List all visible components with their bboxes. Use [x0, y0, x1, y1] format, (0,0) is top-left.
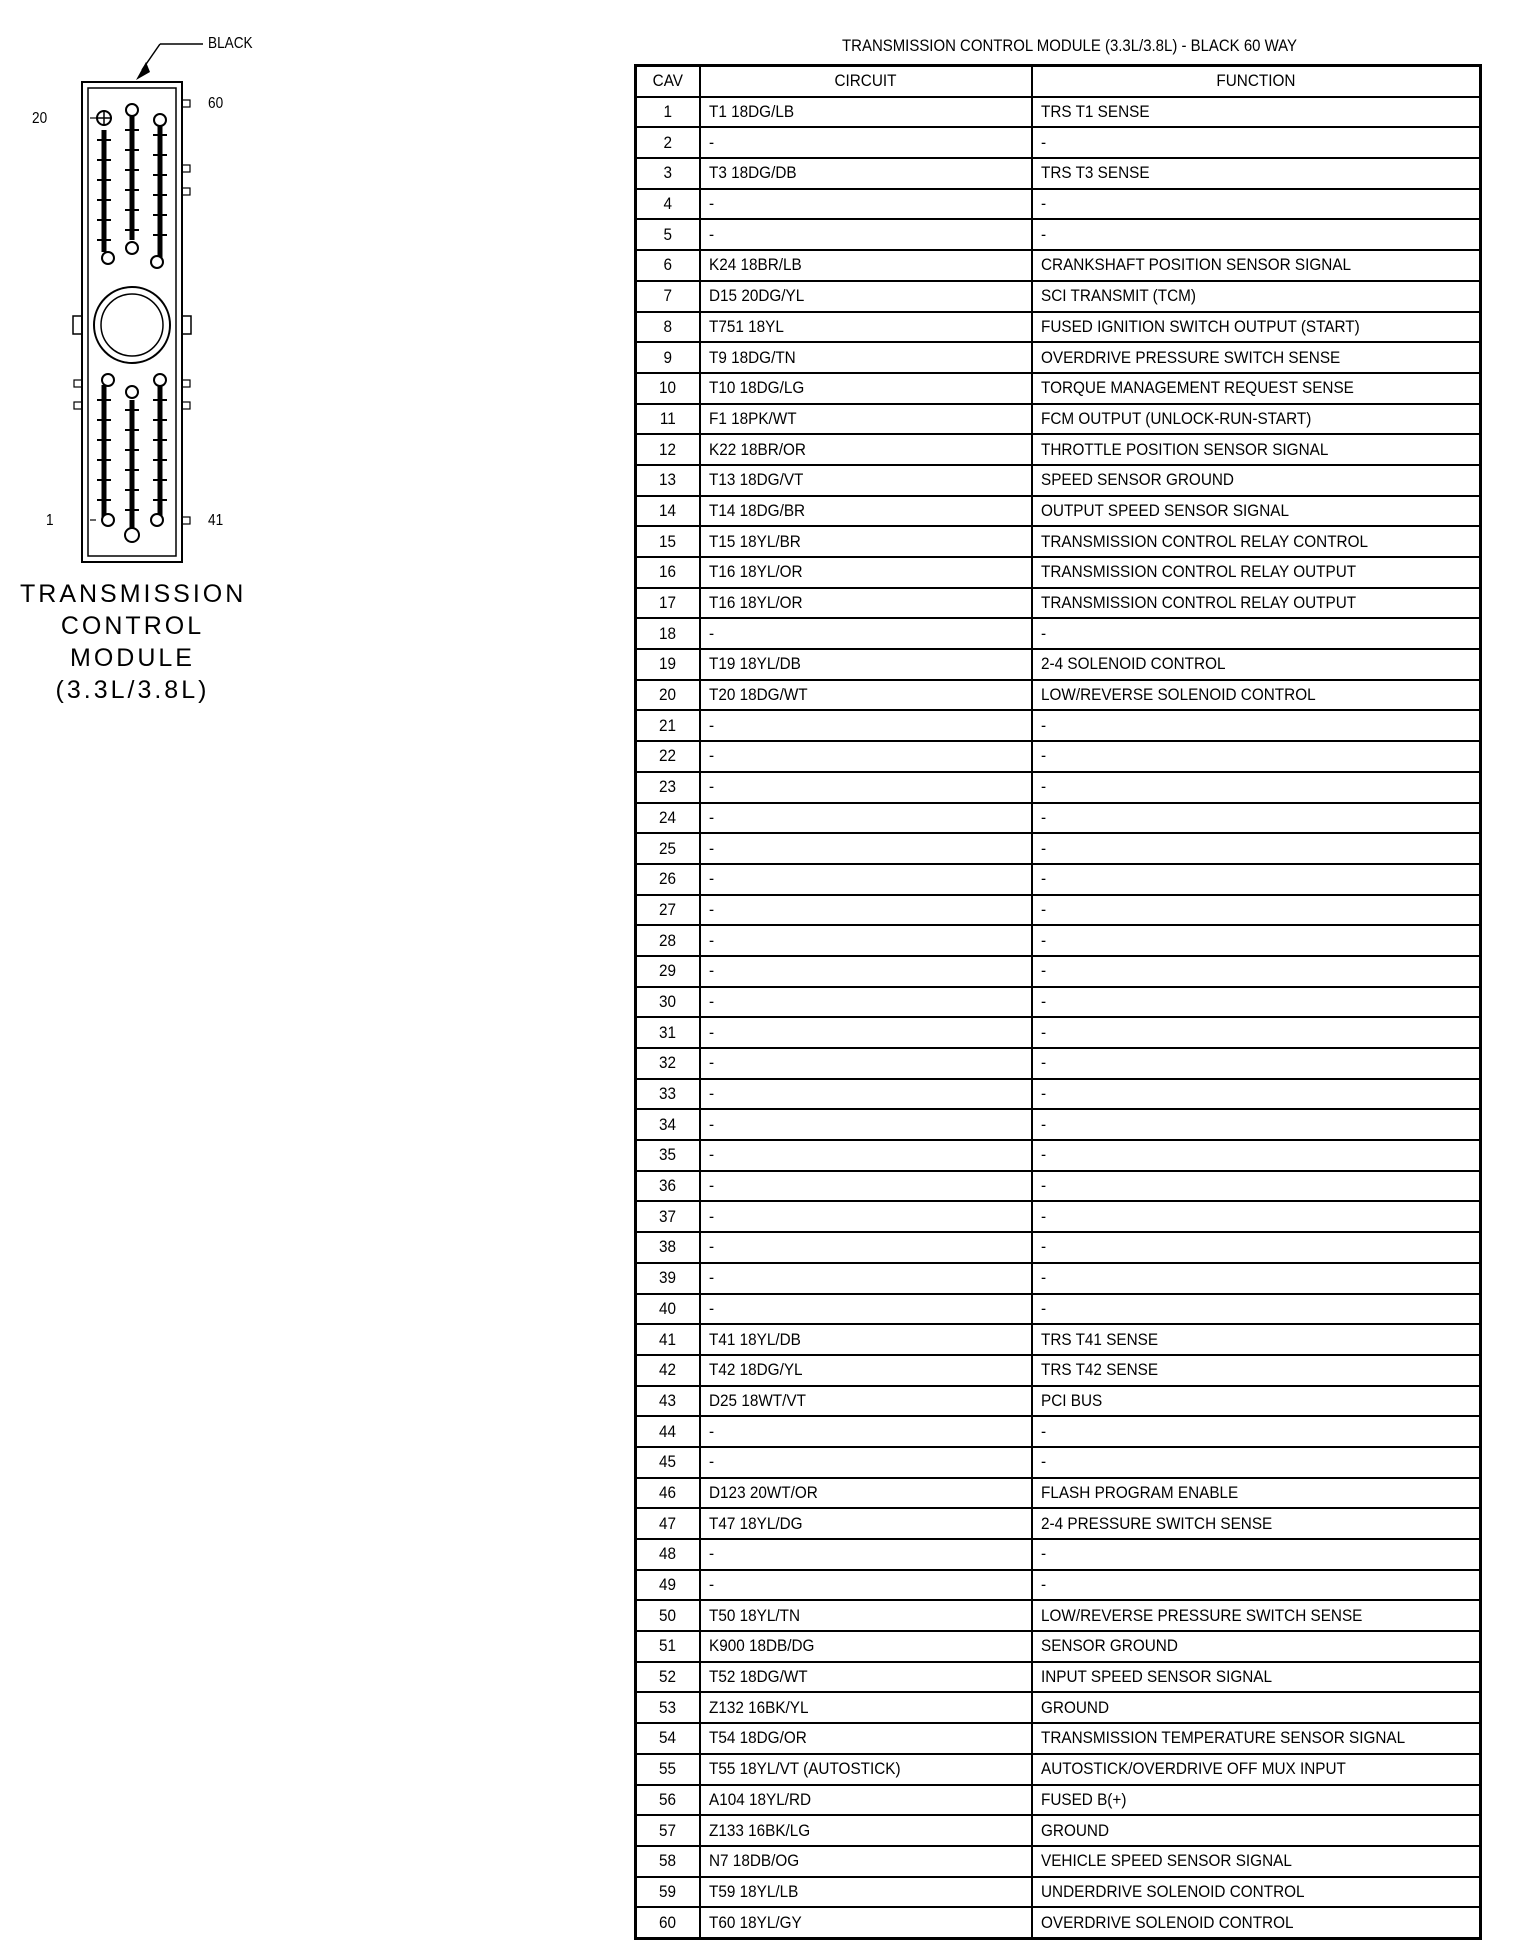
circuit-cell: T59 18YL/LB: [700, 1877, 1032, 1908]
header-cav: CAV: [636, 66, 700, 97]
function-cell: -: [1032, 219, 1481, 250]
table-row: [636, 1600, 1481, 1631]
table-row: [636, 434, 1481, 465]
cav-cell: 25: [636, 833, 700, 864]
table-row: [636, 588, 1481, 619]
table-row: [636, 1478, 1481, 1509]
pin-label-60: 60: [208, 95, 224, 112]
function-cell: LOW/REVERSE PRESSURE SWITCH SENSE: [1032, 1600, 1481, 1631]
cav-cell: 32: [636, 1048, 700, 1079]
cav-cell: 3: [636, 158, 700, 189]
cav-cell: 42: [636, 1355, 700, 1386]
table-row: [636, 1263, 1481, 1294]
cav-cell: 58: [636, 1846, 700, 1877]
cav-cell: 19: [636, 649, 700, 680]
cav-cell: 52: [636, 1662, 700, 1693]
function-cell: AUTOSTICK/OVERDRIVE OFF MUX INPUT: [1032, 1754, 1481, 1785]
cav-cell: 38: [636, 1232, 700, 1263]
cav-cell: 17: [636, 588, 700, 619]
cav-cell: 23: [636, 772, 700, 803]
function-cell: VEHICLE SPEED SENSOR SIGNAL: [1032, 1846, 1481, 1877]
pin-label-41: 41: [208, 512, 224, 529]
table-row: [636, 1785, 1481, 1816]
circuit-cell: -: [700, 1048, 1032, 1079]
function-cell: -: [1032, 1416, 1481, 1447]
function-cell: -: [1032, 1447, 1481, 1478]
function-cell: CRANKSHAFT POSITION SENSOR SIGNAL: [1032, 250, 1481, 281]
circuit-cell: T10 18DG/LG: [700, 373, 1032, 404]
circuit-cell: -: [700, 1079, 1032, 1110]
function-cell: -: [1032, 618, 1481, 649]
circuit-cell: -: [700, 1447, 1032, 1478]
circuit-cell: K22 18BR/OR: [700, 434, 1032, 465]
cav-cell: 40: [636, 1294, 700, 1325]
table-row: [636, 1877, 1481, 1908]
circuit-cell: -: [700, 987, 1032, 1018]
circuit-cell: T751 18YL: [700, 312, 1032, 343]
circuit-cell: -: [700, 710, 1032, 741]
function-cell: OVERDRIVE PRESSURE SWITCH SENSE: [1032, 342, 1481, 373]
pin-table: [634, 64, 1482, 1940]
header-function: FUNCTION: [1032, 66, 1481, 97]
function-cell: 2-4 PRESSURE SWITCH SENSE: [1032, 1508, 1481, 1539]
circuit-cell: T16 18YL/OR: [700, 557, 1032, 588]
cav-cell: 45: [636, 1447, 700, 1478]
circuit-cell: T20 18DG/WT: [700, 680, 1032, 711]
circuit-cell: -: [700, 1294, 1032, 1325]
table-row: [636, 557, 1481, 588]
circuit-cell: -: [700, 833, 1032, 864]
table-row: [636, 710, 1481, 741]
pin-label-1: 1: [46, 512, 54, 529]
function-cell: OUTPUT SPEED SENSOR SIGNAL: [1032, 496, 1481, 527]
function-cell: -: [1032, 1109, 1481, 1140]
circuit-cell: T50 18YL/TN: [700, 1600, 1032, 1631]
circuit-cell: T55 18YL/VT (AUTOSTICK): [700, 1754, 1032, 1785]
table-row: [636, 1447, 1481, 1478]
function-cell: GROUND: [1032, 1692, 1481, 1723]
circuit-cell: T47 18YL/DG: [700, 1508, 1032, 1539]
cav-cell: 57: [636, 1815, 700, 1846]
table-row: [636, 649, 1481, 680]
function-cell: FLASH PROGRAM ENABLE: [1032, 1478, 1481, 1509]
function-cell: FCM OUTPUT (UNLOCK-RUN-START): [1032, 404, 1481, 435]
circuit-cell: -: [700, 1416, 1032, 1447]
function-cell: 2-4 SOLENOID CONTROL: [1032, 649, 1481, 680]
cav-cell: 4: [636, 189, 700, 220]
cav-cell: 31: [636, 1017, 700, 1048]
table-row: [636, 281, 1481, 312]
table-row: [636, 342, 1481, 373]
table-row: [636, 1201, 1481, 1232]
table-row: [636, 1416, 1481, 1447]
cav-cell: 51: [636, 1631, 700, 1662]
function-cell: GROUND: [1032, 1815, 1481, 1846]
function-cell: -: [1032, 710, 1481, 741]
cav-cell: 50: [636, 1600, 700, 1631]
function-cell: LOW/REVERSE SOLENOID CONTROL: [1032, 680, 1481, 711]
cav-cell: 36: [636, 1171, 700, 1202]
circuit-cell: T3 18DG/DB: [700, 158, 1032, 189]
circuit-cell: T19 18YL/DB: [700, 649, 1032, 680]
cav-cell: 24: [636, 803, 700, 834]
circuit-cell: Z133 16BK/LG: [700, 1815, 1032, 1846]
connector-color-callout: BLACK: [208, 35, 253, 52]
function-cell: -: [1032, 1294, 1481, 1325]
function-cell: -: [1032, 1017, 1481, 1048]
table-row: [636, 404, 1481, 435]
circuit-cell: -: [700, 864, 1032, 895]
table-row: [636, 1662, 1481, 1693]
circuit-cell: -: [700, 1263, 1032, 1294]
cav-cell: 53: [636, 1692, 700, 1723]
pin-rows: [636, 97, 1481, 1939]
table-row: [636, 1846, 1481, 1877]
table-row: [636, 618, 1481, 649]
table-row: [636, 925, 1481, 956]
circuit-cell: -: [700, 741, 1032, 772]
table-row: [636, 1171, 1481, 1202]
table-row: [636, 1324, 1481, 1355]
table-row: [636, 1079, 1481, 1110]
circuit-cell: -: [700, 1140, 1032, 1171]
connector-diagram: [0, 0, 330, 720]
cav-cell: 10: [636, 373, 700, 404]
module-title-line: MODULE: [70, 644, 195, 672]
circuit-cell: -: [700, 189, 1032, 220]
table-row: [636, 1815, 1481, 1846]
table-row: [636, 956, 1481, 987]
circuit-cell: T54 18DG/OR: [700, 1723, 1032, 1754]
function-cell: FUSED B(+): [1032, 1785, 1481, 1816]
table-row: [636, 1294, 1481, 1325]
circuit-cell: -: [700, 772, 1032, 803]
table-row: [636, 833, 1481, 864]
circuit-cell: -: [700, 618, 1032, 649]
cav-cell: 54: [636, 1723, 700, 1754]
cav-cell: 34: [636, 1109, 700, 1140]
function-cell: PCI BUS: [1032, 1386, 1481, 1417]
circuit-cell: -: [700, 127, 1032, 158]
cav-cell: 55: [636, 1754, 700, 1785]
cav-cell: 9: [636, 342, 700, 373]
function-cell: -: [1032, 127, 1481, 158]
cav-cell: 37: [636, 1201, 700, 1232]
cav-cell: 20: [636, 680, 700, 711]
table-row: [636, 1754, 1481, 1785]
table-row: [636, 158, 1481, 189]
cav-cell: 1: [636, 97, 700, 128]
function-cell: TRANSMISSION CONTROL RELAY CONTROL: [1032, 526, 1481, 557]
function-cell: -: [1032, 1232, 1481, 1263]
function-cell: -: [1032, 1140, 1481, 1171]
circuit-cell: F1 18PK/WT: [700, 404, 1032, 435]
function-cell: TRS T42 SENSE: [1032, 1355, 1481, 1386]
table-row: [636, 250, 1481, 281]
table-title: [770, 36, 1370, 56]
function-cell: TORQUE MANAGEMENT REQUEST SENSE: [1032, 373, 1481, 404]
function-cell: OVERDRIVE SOLENOID CONTROL: [1032, 1907, 1481, 1938]
table-title-text: TRANSMISSION CONTROL MODULE (3.3L/3.8L) - BLACK 60 WAY: [842, 36, 1298, 55]
cav-cell: 56: [636, 1785, 700, 1816]
table-row: [636, 1140, 1481, 1171]
table-row: [636, 895, 1481, 926]
circuit-cell: K24 18BR/LB: [700, 250, 1032, 281]
circuit-cell: D15 20DG/YL: [700, 281, 1032, 312]
table-row: [636, 127, 1481, 158]
cav-cell: 12: [636, 434, 700, 465]
table-row: [636, 1048, 1481, 1079]
cav-cell: 30: [636, 987, 700, 1018]
cav-cell: 35: [636, 1140, 700, 1171]
module-title-line: TRANSMISSION: [20, 580, 247, 608]
table-row: [636, 1692, 1481, 1723]
function-cell: -: [1032, 772, 1481, 803]
circuit-cell: -: [700, 925, 1032, 956]
table-row: [636, 772, 1481, 803]
table-row: [636, 1355, 1481, 1386]
circuit-cell: K900 18DB/DG: [700, 1631, 1032, 1662]
cav-cell: 44: [636, 1416, 700, 1447]
cav-cell: 46: [636, 1478, 700, 1509]
cav-cell: 29: [636, 956, 700, 987]
function-cell: -: [1032, 1079, 1481, 1110]
function-cell: -: [1032, 189, 1481, 220]
circuit-cell: N7 18DB/OG: [700, 1846, 1032, 1877]
function-cell: -: [1032, 956, 1481, 987]
function-cell: UNDERDRIVE SOLENOID CONTROL: [1032, 1877, 1481, 1908]
cav-cell: 39: [636, 1263, 700, 1294]
cav-cell: 28: [636, 925, 700, 956]
circuit-cell: T41 18YL/DB: [700, 1324, 1032, 1355]
table-row: [636, 312, 1481, 343]
function-cell: -: [1032, 1201, 1481, 1232]
cav-cell: 15: [636, 526, 700, 557]
function-cell: TRANSMISSION TEMPERATURE SENSOR SIGNAL: [1032, 1723, 1481, 1754]
function-cell: SENSOR GROUND: [1032, 1631, 1481, 1662]
cav-cell: 26: [636, 864, 700, 895]
function-cell: TRANSMISSION CONTROL RELAY OUTPUT: [1032, 588, 1481, 619]
module-title-line: (3.3L/3.8L): [55, 676, 210, 704]
cav-cell: 8: [636, 312, 700, 343]
function-cell: TRS T41 SENSE: [1032, 1324, 1481, 1355]
circuit-cell: D123 20WT/OR: [700, 1478, 1032, 1509]
cav-cell: 5: [636, 219, 700, 250]
circuit-cell: D25 18WT/VT: [700, 1386, 1032, 1417]
table-row: [636, 1109, 1481, 1140]
cav-cell: 13: [636, 465, 700, 496]
function-cell: INPUT SPEED SENSOR SIGNAL: [1032, 1662, 1481, 1693]
cav-cell: 7: [636, 281, 700, 312]
table-row: [636, 1386, 1481, 1417]
cav-cell: 47: [636, 1508, 700, 1539]
function-cell: SCI TRANSMIT (TCM): [1032, 281, 1481, 312]
function-cell: -: [1032, 1171, 1481, 1202]
circuit-cell: -: [700, 1232, 1032, 1263]
table-row: [636, 219, 1481, 250]
function-cell: -: [1032, 1048, 1481, 1079]
table-row: [636, 1907, 1481, 1938]
circuit-cell: -: [700, 219, 1032, 250]
function-cell: -: [1032, 864, 1481, 895]
table-row: [636, 987, 1481, 1018]
cav-cell: 48: [636, 1539, 700, 1570]
table-row: [636, 1570, 1481, 1601]
circuit-cell: -: [700, 1570, 1032, 1601]
circuit-cell: -: [700, 1201, 1032, 1232]
function-cell: THROTTLE POSITION SENSOR SIGNAL: [1032, 434, 1481, 465]
function-cell: -: [1032, 1539, 1481, 1570]
table-row: [636, 1539, 1481, 1570]
table-header-row: [636, 66, 1481, 97]
function-cell: -: [1032, 1570, 1481, 1601]
circuit-cell: -: [700, 1171, 1032, 1202]
function-cell: -: [1032, 987, 1481, 1018]
function-cell: TRS T1 SENSE: [1032, 97, 1481, 128]
cav-cell: 43: [636, 1386, 700, 1417]
function-cell: -: [1032, 895, 1481, 926]
circuit-cell: T16 18YL/OR: [700, 588, 1032, 619]
table-row: [636, 1631, 1481, 1662]
circuit-cell: -: [700, 803, 1032, 834]
cav-cell: 33: [636, 1079, 700, 1110]
function-cell: -: [1032, 1263, 1481, 1294]
circuit-cell: Z132 16BK/YL: [700, 1692, 1032, 1723]
circuit-cell: T1 18DG/LB: [700, 97, 1032, 128]
circuit-cell: -: [700, 1539, 1032, 1570]
module-title-line: CONTROL: [60, 612, 205, 640]
circuit-cell: T60 18YL/GY: [700, 1907, 1032, 1938]
table-row: [636, 1232, 1481, 1263]
cav-cell: 6: [636, 250, 700, 281]
function-cell: -: [1032, 925, 1481, 956]
table-row: [636, 465, 1481, 496]
table-row: [636, 373, 1481, 404]
circuit-cell: T13 18DG/VT: [700, 465, 1032, 496]
circuit-cell: A104 18YL/RD: [700, 1785, 1032, 1816]
function-cell: SPEED SENSOR GROUND: [1032, 465, 1481, 496]
table-row: [636, 1723, 1481, 1754]
table-row: [636, 1017, 1481, 1048]
module-title: [20, 578, 245, 706]
table-row: [636, 496, 1481, 527]
circuit-cell: T9 18DG/TN: [700, 342, 1032, 373]
cav-cell: 11: [636, 404, 700, 435]
cav-cell: 22: [636, 741, 700, 772]
cav-cell: 18: [636, 618, 700, 649]
function-cell: FUSED IGNITION SWITCH OUTPUT (START): [1032, 312, 1481, 343]
table-row: [636, 680, 1481, 711]
header-circuit: CIRCUIT: [700, 66, 1032, 97]
circuit-cell: T14 18DG/BR: [700, 496, 1032, 527]
cav-cell: 21: [636, 710, 700, 741]
cav-cell: 14: [636, 496, 700, 527]
function-cell: -: [1032, 833, 1481, 864]
table-row: [636, 803, 1481, 834]
table-row: [636, 864, 1481, 895]
cav-cell: 27: [636, 895, 700, 926]
function-cell: -: [1032, 803, 1481, 834]
function-cell: TRANSMISSION CONTROL RELAY OUTPUT: [1032, 557, 1481, 588]
pin-label-20: 20: [32, 110, 48, 127]
circuit-cell: -: [700, 895, 1032, 926]
cav-cell: 2: [636, 127, 700, 158]
cav-cell: 49: [636, 1570, 700, 1601]
table-row: [636, 189, 1481, 220]
cav-cell: 60: [636, 1907, 700, 1938]
table-row: [636, 1508, 1481, 1539]
circuit-cell: T42 18DG/YL: [700, 1355, 1032, 1386]
circuit-cell: -: [700, 1109, 1032, 1140]
circuit-cell: T15 18YL/BR: [700, 526, 1032, 557]
cav-cell: 59: [636, 1877, 700, 1908]
table-row: [636, 97, 1481, 128]
cav-cell: 16: [636, 557, 700, 588]
circuit-cell: -: [700, 1017, 1032, 1048]
cav-cell: 41: [636, 1324, 700, 1355]
table-row: [636, 741, 1481, 772]
function-cell: -: [1032, 741, 1481, 772]
circuit-cell: -: [700, 956, 1032, 987]
function-cell: TRS T3 SENSE: [1032, 158, 1481, 189]
circuit-cell: T52 18DG/WT: [700, 1662, 1032, 1693]
table-row: [636, 526, 1481, 557]
